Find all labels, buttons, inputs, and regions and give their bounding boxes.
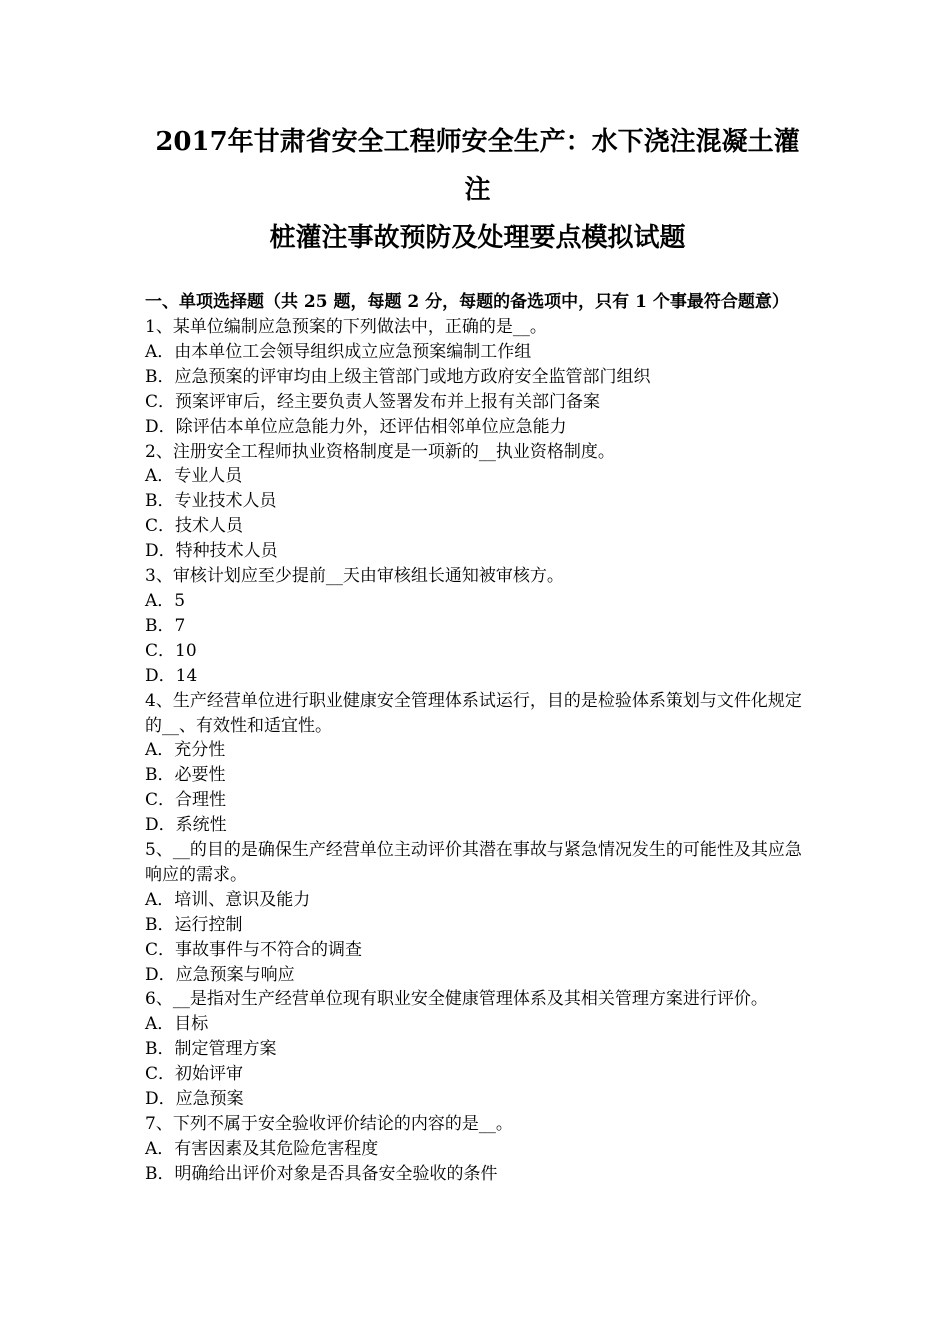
option-b: B．7: [145, 615, 186, 636]
question-7: [145, 1112, 810, 1187]
option-d: D．应急预案: [145, 1089, 244, 1110]
question-stem: 5、__的目的是确保生产经营单位主动评价其潜在事故与紧急情况发生的可能性及其应急响应的需求。: [145, 840, 802, 885]
question-2: [145, 440, 810, 565]
question-stem: 7、下列不属于安全验收评价结论的内容的是__。: [145, 1114, 513, 1134]
option-b: B．专业技术人员: [145, 491, 277, 512]
document-title: [145, 118, 810, 262]
option-a: A．目标: [145, 1014, 209, 1035]
document-page: [145, 118, 810, 1187]
option-d: D．特种技术人员: [145, 541, 278, 562]
option-d: D．除评估本单位应急能力外，还评估相邻单位应急能力: [145, 416, 567, 437]
option-b: B．必要性: [145, 765, 226, 786]
option-b: B．明确给出评价对象是否具备安全验收的条件: [145, 1163, 498, 1184]
option-c: C．合理性: [145, 790, 227, 811]
question-1: [145, 315, 810, 440]
title-line-1: 2017年甘肃省安全工程师安全生产：水下浇注混凝土灌注: [155, 127, 800, 205]
option-c: C．事故事件与不符合的调查: [145, 939, 363, 960]
option-b: B．运行控制: [145, 914, 243, 935]
option-d: D．14: [145, 665, 198, 686]
question-3: [145, 564, 810, 689]
option-c: C．技术人员: [145, 516, 244, 537]
option-b: B．应急预案的评审均由上级主管部门或地方政府安全监管部门组织: [145, 366, 651, 387]
question-4: [145, 689, 810, 838]
option-a: A．培训、意识及能力: [145, 889, 311, 910]
question-stem: 1、某单位编制应急预案的下列做法中，正确的是__。: [145, 317, 547, 337]
option-c: C．10: [145, 640, 197, 661]
question-stem: 2、注册安全工程师执业资格制度是一项新的__执业资格制度。: [145, 441, 615, 462]
question-5: [145, 838, 810, 987]
option-c: C．初始评审: [145, 1064, 244, 1085]
option-a: A．5: [145, 590, 186, 611]
title-line-2: 桩灌注事故预防及处理要点模拟试题: [269, 223, 686, 253]
question-list: [145, 315, 810, 1187]
question-stem: 3、审核计划应至少提前__天由审核组长通知被审核方。: [145, 566, 564, 587]
option-b: B．制定管理方案: [145, 1039, 277, 1060]
option-d: D．应急预案与响应: [145, 964, 295, 985]
question-6: [145, 987, 810, 1112]
option-a: A．有害因素及其危险危害程度: [145, 1138, 379, 1159]
option-c: C．预案评审后，经主要负责人签署发布并上报有关部门备案: [145, 391, 601, 412]
question-stem: 4、生产经营单位进行职业健康安全管理体系试运行，目的是检验体系策划与文件化规定的__、有效性和适宜性。: [145, 690, 802, 736]
option-a: A．由本单位工会领导组织成立应急预案编制工作组: [145, 341, 532, 362]
option-a: A．专业人员: [145, 466, 243, 487]
section-heading: 一、单项选择题（共 25 题，每题 2 分，每题的备选项中，只有 1 个事最符合题意）: [145, 292, 789, 312]
question-stem: 6、__是指对生产经营单位现有职业安全健康管理体系及其相关管理方案进行评价。: [145, 989, 768, 1010]
option-a: A．充分性: [145, 740, 226, 761]
option-d: D．系统性: [145, 815, 227, 836]
